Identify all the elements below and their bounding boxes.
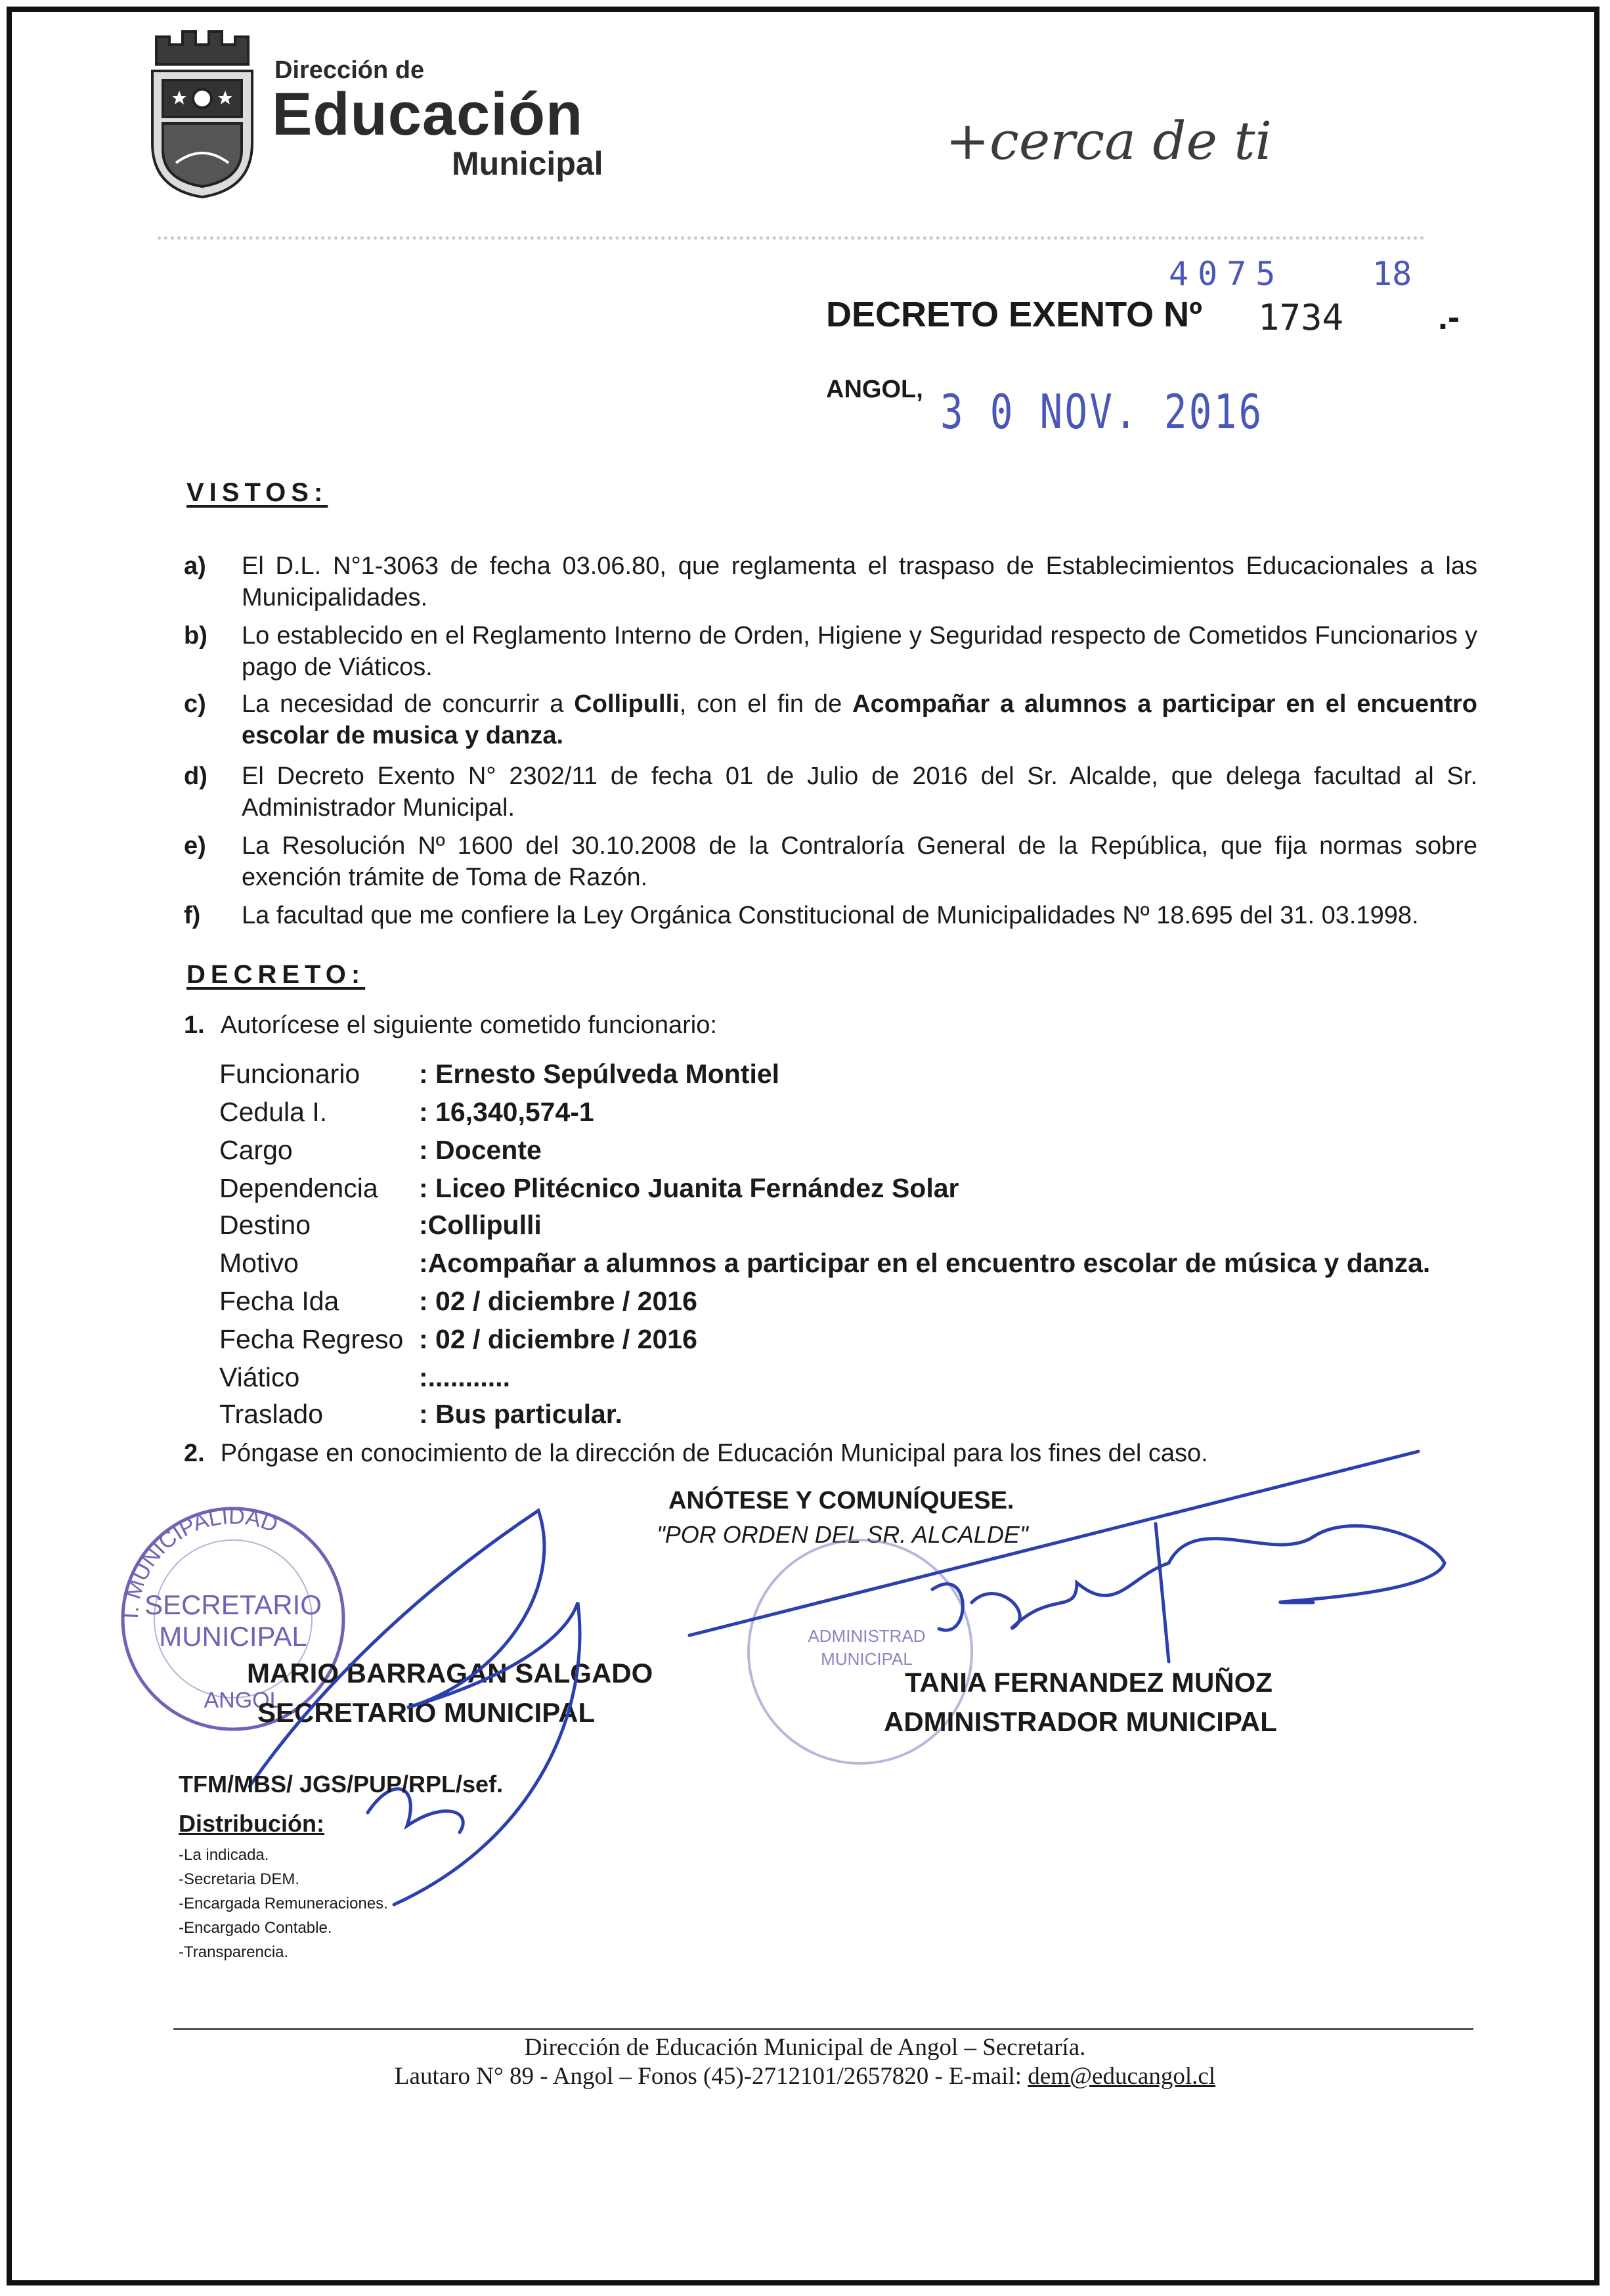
item-letter: c) (184, 690, 206, 718)
date-stamp: 3 0 NOV. 2016 (940, 384, 1264, 439)
field-label: Destino (219, 1210, 311, 1240)
decree-number: 1734 (1258, 297, 1344, 338)
item-text: Autorícese el siguiente cometido funcionario: (220, 1011, 717, 1039)
distribution-list (179, 1843, 388, 1964)
decree-suffix: .- (1438, 298, 1460, 337)
field-value: : Docente (419, 1135, 542, 1165)
list-item: -Encargado Contable. (179, 1919, 332, 1937)
item-text: El Decreto Exento N° 2302/11 de fecha 01 de Julio de 2016 del Sr. Alcalde, que delega facultad al Sr. Administrador Municipal. (242, 762, 1477, 822)
item-text: El D.L. N°1-3063 de fecha 03.06.80, que reglamenta el traspaso de Establecimientos Educacionales a las Municipalidades. (242, 552, 1477, 611)
field-value: : Liceo Plitécnico Juanita Fernández Solar (419, 1173, 959, 1203)
item-text: Póngase en conocimiento de la dirección de Educación Municipal para los fines del caso. (220, 1440, 1208, 1467)
vistos-item (184, 550, 1477, 613)
registry-stamp-suffix: 18 (1372, 255, 1412, 293)
field-label: Funcionario (219, 1059, 360, 1089)
item-text-part: , con el fin de (679, 690, 853, 718)
closing-anotese: ANÓTESE Y COMUNÍQUESE. (668, 1487, 1014, 1514)
decreto-heading: DECRETO: (186, 960, 366, 989)
footer-line1: Dirección de Educación Municipal de Angol – Secretaría. (524, 2034, 1086, 2061)
distribution-heading: Distribución: (179, 1810, 324, 1837)
item-text: Lo establecido en el Reglamento Interno de Orden, Higiene y Seguridad respecto de Cometidos Funcionarios y pago de Viáticos. (242, 622, 1477, 681)
item-number: 2. (184, 1440, 205, 1467)
field-value: :Collipulli (419, 1210, 542, 1240)
item-letter: a) (184, 552, 206, 580)
vistos-heading: VISTOS: (186, 478, 328, 507)
field-value: : Bus particular. (419, 1399, 622, 1429)
vistos-item (184, 688, 1477, 751)
field-value: : 16,340,574-1 (419, 1097, 594, 1127)
stamp-bottom-text: ANGOL (204, 1688, 282, 1713)
item-text: La Resolución Nº 1600 del 30.10.2008 de la Contraloría General de la República, que fija normas sobre exención trámite de Toma de Razón. (242, 832, 1477, 891)
field-value: : 02 / diciembre / 2016 (419, 1324, 697, 1354)
vistos-item (184, 900, 1477, 931)
destination-name: Collipulli (574, 690, 680, 718)
decreto-item-1 (184, 1011, 717, 1040)
header-divider (158, 236, 1425, 240)
field-value: :Acompañar a alumnos a participar en el encuentro escolar de música y danza. (419, 1248, 1431, 1278)
item-text: La facultad que me confiere la Ley Orgánica Constitucional de Municipalidades Nº 18.695 del 31. 03.1998. (242, 902, 1419, 929)
field-label: Fecha Regreso (219, 1324, 404, 1354)
footer-contact: Lautaro N° 89 - Angol – Fonos (45)-2712101/2657820 - E-mail: (394, 2063, 1022, 2090)
item-letter: e) (184, 832, 206, 860)
place-label: ANGOL, (826, 376, 923, 403)
vistos-item (184, 620, 1477, 683)
slogan-text: +cerca de ti (946, 110, 1273, 171)
list-item: -La indicada. (179, 1846, 269, 1864)
item-letter: f) (184, 902, 201, 929)
list-item: -Transparencia. (179, 1943, 289, 1961)
item-number: 1. (184, 1011, 205, 1039)
org-name-line3: Municipal (452, 145, 603, 182)
org-name-line2: Educación (272, 81, 584, 148)
slogan (939, 99, 1307, 184)
field-value: : Ernesto Sepúlveda Montiel (419, 1059, 780, 1089)
field-label: Viático (219, 1362, 300, 1392)
decree-label: DECRETO EXENTO Nº (826, 295, 1202, 334)
registry-stamp-number: 4075 (1169, 255, 1285, 293)
field-label: Dependencia (219, 1173, 378, 1203)
item-text (242, 688, 1477, 751)
field-label: Cargo (219, 1135, 293, 1165)
vistos-item (184, 830, 1477, 893)
right-signatory-name: TANIA FERNANDEZ MUÑOZ (905, 1667, 1273, 1698)
footer-line2 (0, 2062, 1610, 2090)
item-text-part: La necesidad de concurrir a (242, 690, 575, 718)
stamp-line1: SECRETARIO (144, 1589, 322, 1620)
stamp-line1: ADMINISTRAD (808, 1626, 926, 1646)
closing-por-orden: "POR ORDEN DEL SR. ALCALDE" (657, 1521, 1028, 1548)
stamp-line2: MUNICIPAL (821, 1649, 913, 1669)
field-value: :........... (419, 1362, 510, 1392)
municipal-crest-logo (143, 25, 261, 202)
list-item: -Encargada Remuneraciones. (179, 1895, 388, 1912)
footer-email-link[interactable]: dem@educangol.cl (1028, 2063, 1216, 2090)
field-label: Fecha Ida (219, 1286, 339, 1316)
left-signatory-role: SECRETARIO MUNICIPAL (257, 1697, 596, 1728)
stamp-ring-text: I. MUNICIPALIDAD (118, 1503, 282, 1620)
stamp-line2: MUNICIPAL (159, 1621, 307, 1652)
field-label: Motivo (219, 1248, 299, 1278)
item-letter: d) (184, 762, 207, 790)
field-label: Traslado (219, 1399, 323, 1429)
vistos-item (184, 761, 1477, 824)
purpose-text: Acompañar a alumnos a participar en el encuentro escolar de musica y danza. (242, 690, 1478, 749)
item-letter: b) (184, 622, 207, 650)
field-value: : 02 / diciembre / 2016 (419, 1286, 697, 1316)
decreto-item-2 (184, 1440, 1208, 1468)
right-signatory-role: ADMINISTRADOR MUNICIPAL (884, 1706, 1277, 1737)
list-item: -Secretaria DEM. (179, 1870, 300, 1888)
typist-initials: TFM/MBS/ JGS/PUP/RPL/sef. (179, 1771, 504, 1798)
left-signatory-name: MARIO BARRAGAN SALGADO (247, 1658, 653, 1689)
org-name-line1: Dirección de (274, 56, 425, 84)
field-label: Cedula I. (219, 1097, 328, 1127)
